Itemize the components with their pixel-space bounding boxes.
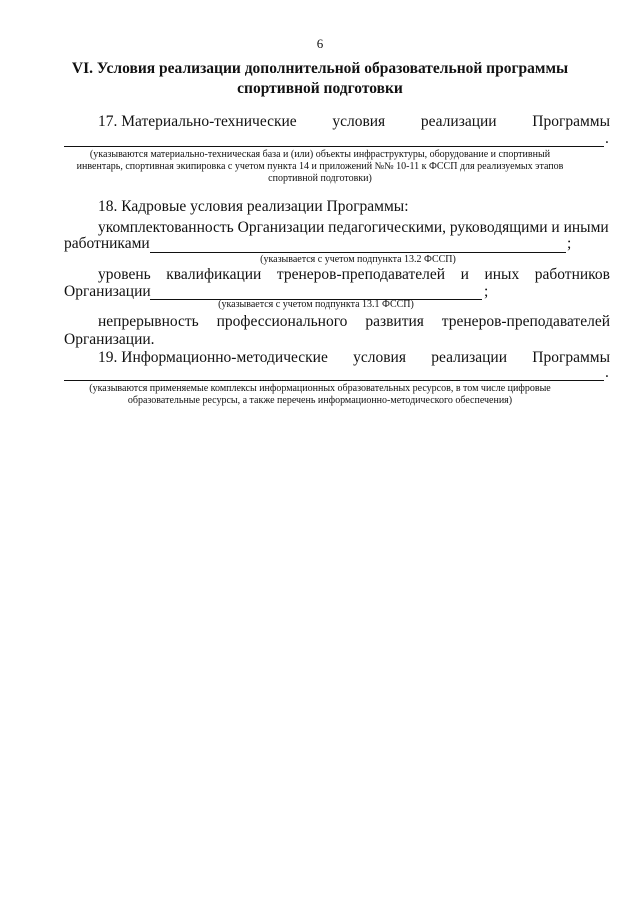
item-18-continuity-line xyxy=(98,313,610,331)
item-17-end-punct: . xyxy=(605,130,609,147)
qualification-word: и xyxy=(460,266,469,283)
item-18-staff-fill-line xyxy=(150,252,566,253)
continuity-word: непрерывность xyxy=(98,313,199,330)
item-18-staff-note: (указывается с учетом подпункта 13.2 ФССП) xyxy=(260,254,456,265)
item-18-staff-line xyxy=(98,219,610,237)
section-title-line-1: VI. Условия реализации дополнительной образовательной программы xyxy=(71,60,569,77)
item-17-word: реализации xyxy=(420,113,497,130)
item-18-staff-text: укомплектованность Организации педагогическими, руководящими и иными xyxy=(98,219,609,236)
item-17-word: условия xyxy=(332,113,386,130)
item-19-note-line-1: (указываются применяемые комплексы информационных образовательных ресурсов, в том числе цифровые xyxy=(89,383,551,394)
item-17-text-start: 17. Материально-технические xyxy=(98,113,297,130)
item-17-line xyxy=(98,113,610,131)
item-19-note-line-2: образовательные ресурсы, а также перечень информационно-методического обеспечения) xyxy=(127,395,513,406)
item-17-note-line-2: инвентарь, спортивная экипировка с учетом пункта 14 и приложений №№ 10-11 к ФССП для реализуемых этапов xyxy=(76,161,564,172)
item-18-staff-label: работниками xyxy=(64,235,150,252)
section-title-line-2: спортивной подготовки xyxy=(237,80,403,97)
continuity-word: развития xyxy=(365,313,424,330)
item-19-word: условия xyxy=(353,349,406,366)
continuity-word: тренеров-преподавателей xyxy=(441,313,610,330)
item-19-word: реализации xyxy=(431,349,508,366)
item-19-text-start: 19. Информационно-методические xyxy=(98,349,328,366)
continuity-word: профессионального xyxy=(216,313,348,330)
item-18-continuity-line-2: Организации. xyxy=(64,331,155,348)
item-18-heading: 18. Кадровые условия реализации Программы: xyxy=(98,198,409,215)
qualification-word: тренеров-преподавателей xyxy=(276,266,446,283)
item-19-end-punct: . xyxy=(605,364,609,381)
item-17-fill-line xyxy=(64,146,604,147)
item-19-line xyxy=(98,349,610,367)
item-18-qualification-label: Организации xyxy=(64,283,151,300)
page-number: 6 xyxy=(316,36,324,51)
item-19-fill-line xyxy=(64,380,604,381)
item-18-qualification-end-punct: ; xyxy=(484,283,489,300)
item-18-staff-end-punct: ; xyxy=(567,235,572,252)
qualification-word: уровень xyxy=(98,266,151,283)
item-17-word: Программы xyxy=(532,113,610,130)
item-18-qualification-note: (указывается с учетом подпункта 13.1 ФССП) xyxy=(218,299,414,310)
item-18-qualification-line xyxy=(98,266,610,284)
item-17-note-line-1: (указываются материально-техническая база и (или) объекты инфраструктуры, оборудование и спортивный xyxy=(89,149,551,160)
qualification-word: работников xyxy=(534,266,610,283)
item-19-word: Программы xyxy=(532,349,610,366)
qualification-word: иных xyxy=(484,266,520,283)
item-17-note-line-3: спортивной подготовки) xyxy=(268,173,372,184)
qualification-word: квалификации xyxy=(166,266,262,283)
